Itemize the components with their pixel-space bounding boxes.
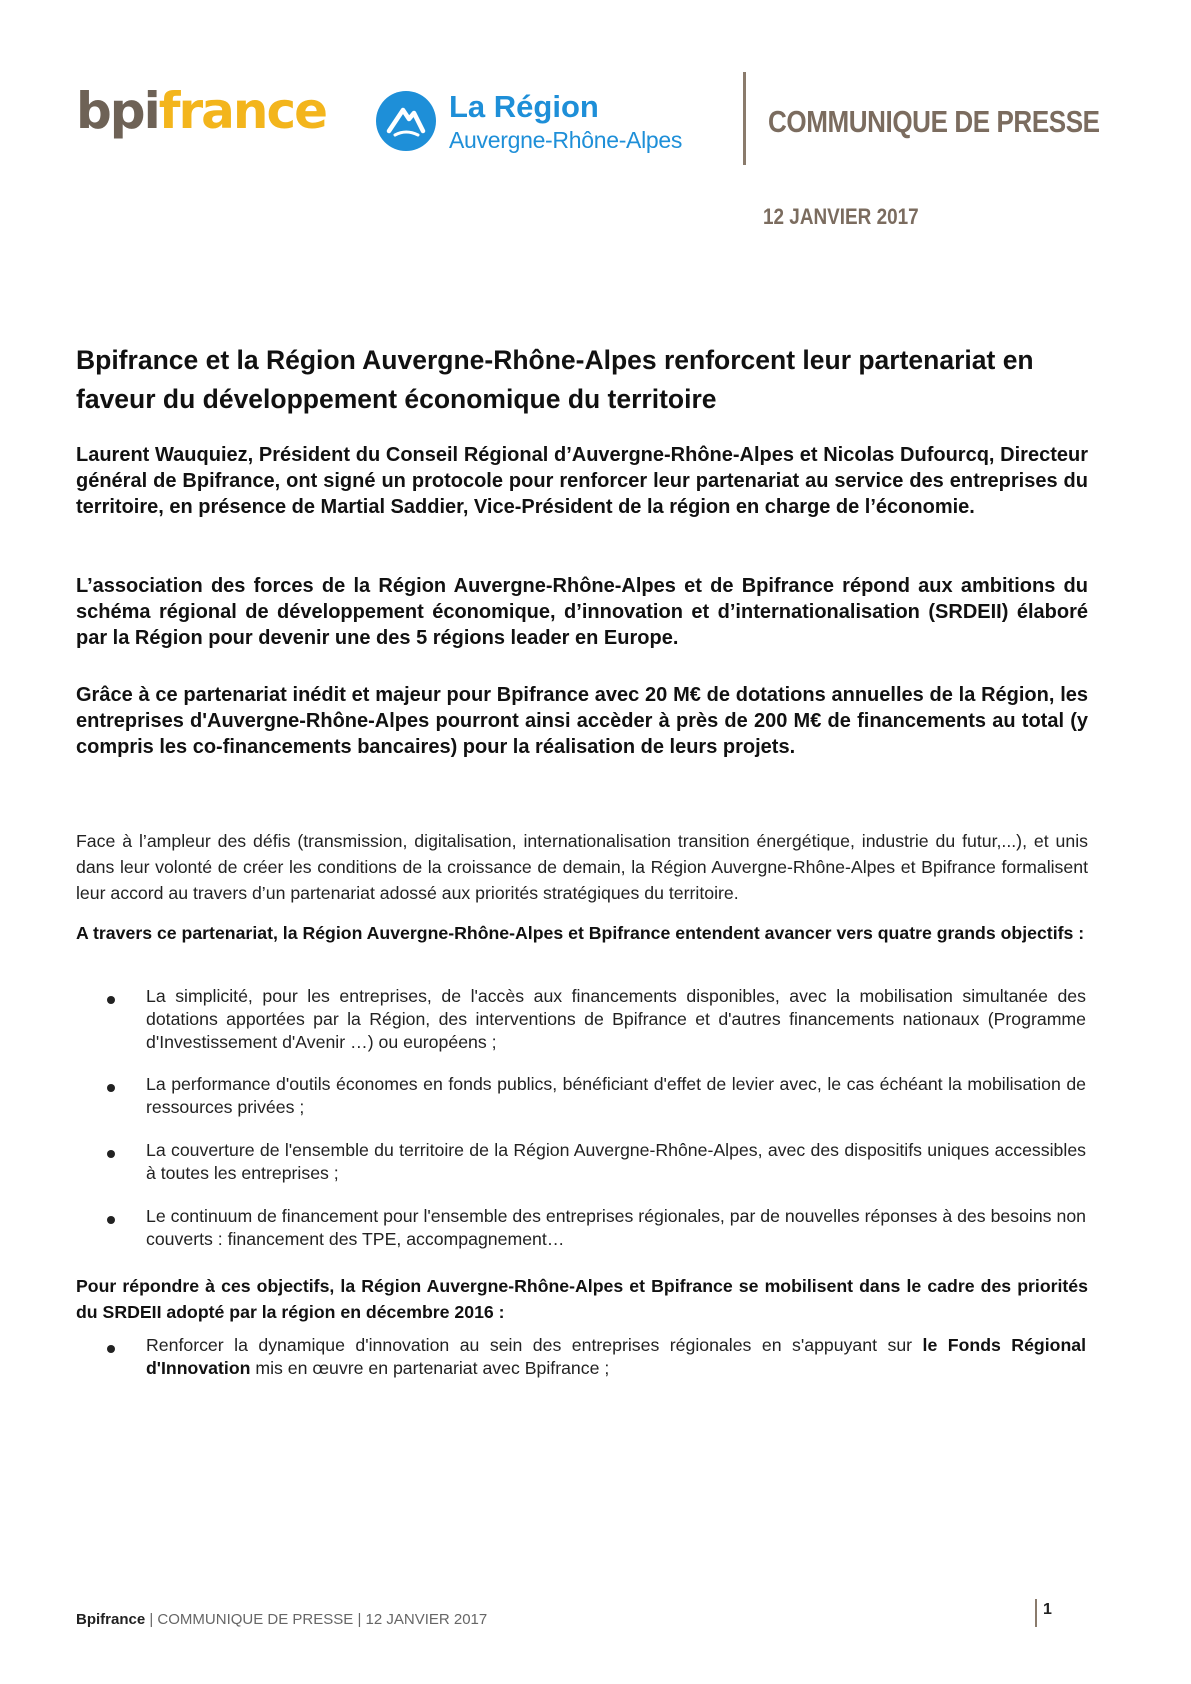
bpifrance-logo: bpifrance — [76, 82, 327, 140]
header-divider — [743, 72, 746, 165]
intro-paragraph-2: L’association des forces de la Région Auvergne-Rhône-Alpes et de Bpifrance répond aux ambitions du schéma régional de développement économique, d’innovation et d’internationalisation (SRDEII) élaboré par la Région pour devenir une des 5 régions leader en Europe. — [76, 575, 1088, 649]
objective-item-2: La performance d'outils économes en fonds publics, bénéficiant d'effet de levier avec, le cas échéant la mobilisation de ressources privées ; — [146, 1074, 1086, 1117]
bullet-icon — [107, 1150, 115, 1158]
region-logo-subtitle: Auvergne-Rhône-Alpes — [449, 127, 683, 153]
body-paragraph: Face à l’ampleur des défis (transmission, digitalisation, internationalisation transition énergétique, industrie du futur,...), et unis dans leur volonté de créer les conditions de la croissance de demain, la Région Auvergne-Rhône-Alpes et Bpifrance formalisent leur accord au travers d’un partenariat adossé aux priorités stratégiques du territoire. — [76, 831, 1088, 903]
bullet-icon — [107, 1216, 115, 1224]
footer-divider — [1035, 1599, 1037, 1627]
intro-paragraph-3: Grâce à ce partenariat inédit et majeur pour Bpifrance avec 20 M€ de dotations annuelles de la Région, les entreprises d'Auvergne-Rhône-Alpes pourront ainsi accèder à près de 200 M€ de financements au total (y compris les co-financements bancaires) pour la réalisation de leurs projets. — [76, 684, 1088, 758]
priority-item-1: Renforcer la dynamique d'innovation au sein des entreprises régionales en s'appuyant sur le Fonds Régional d'Innovation mis en œuvre en partenariat avec Bpifrance ; — [146, 1335, 1086, 1378]
objective-item-3: La couverture de l'ensemble du territoire de la Région Auvergne-Rhône-Alpes, avec des dispositifs uniques accessibles à toutes les entreprises ; — [146, 1140, 1086, 1183]
page-number: 1 — [1043, 1601, 1052, 1618]
intro-paragraph-1: Laurent Wauquiez, Président du Conseil Régional d’Auvergne-Rhône-Alpes et Nicolas Dufourcq, Directeur général de Bpifrance, ont signé un protocole pour renforcer leur partenariat au service des entreprises du territoire, en présence de Martial Saddier, Vice-Président de la région en charge de l’économie. — [76, 444, 1088, 518]
document-date: 12 JANVIER 2017 — [763, 204, 919, 229]
region-logo-title: La Région — [449, 89, 599, 124]
region-logo — [376, 89, 696, 157]
bullet-icon — [107, 1345, 115, 1353]
bullet-icon — [107, 1084, 115, 1092]
objective-item-4: Le continuum de financement pour l'ensemble des entreprises régionales, par de nouvelles réponses à des besoins non couverts : financement des TPE, accompagnement… — [146, 1206, 1086, 1249]
document-type: COMMUNIQUE DE PRESSE — [768, 104, 1100, 139]
objectives-lead: A travers ce partenariat, la Région Auvergne-Rhône-Alpes et Bpifrance entendent avancer vers quatre grands objectifs : — [76, 923, 1085, 943]
priorities-lead: Pour répondre à ces objectifs, la Région Auvergne-Rhône-Alpes et Bpifrance se mobilisent dans le cadre des priorités du SRDEII adopté par la région en décembre 2016 : — [76, 1276, 1088, 1322]
page-footer: Bpifrance | COMMUNIQUE DE PRESSE | 12 JANVIER 2017 — [76, 1611, 488, 1628]
objective-item-1: La simplicité, pour les entreprises, de l'accès aux financements disponibles, avec la mobilisation simultanée des dotations apportées par la Région, des interventions de Bpifrance et d'autres financements nationaux (Programme d'Investissement d'Avenir …) ou européens ; — [146, 986, 1086, 1052]
region-mountain-icon — [376, 91, 436, 151]
page-title: Bpifrance et la Région Auvergne-Rhône-Alpes renforcent leur partenariat en faveur du développement économique du territoire — [76, 345, 1034, 414]
bullet-icon — [107, 996, 115, 1004]
